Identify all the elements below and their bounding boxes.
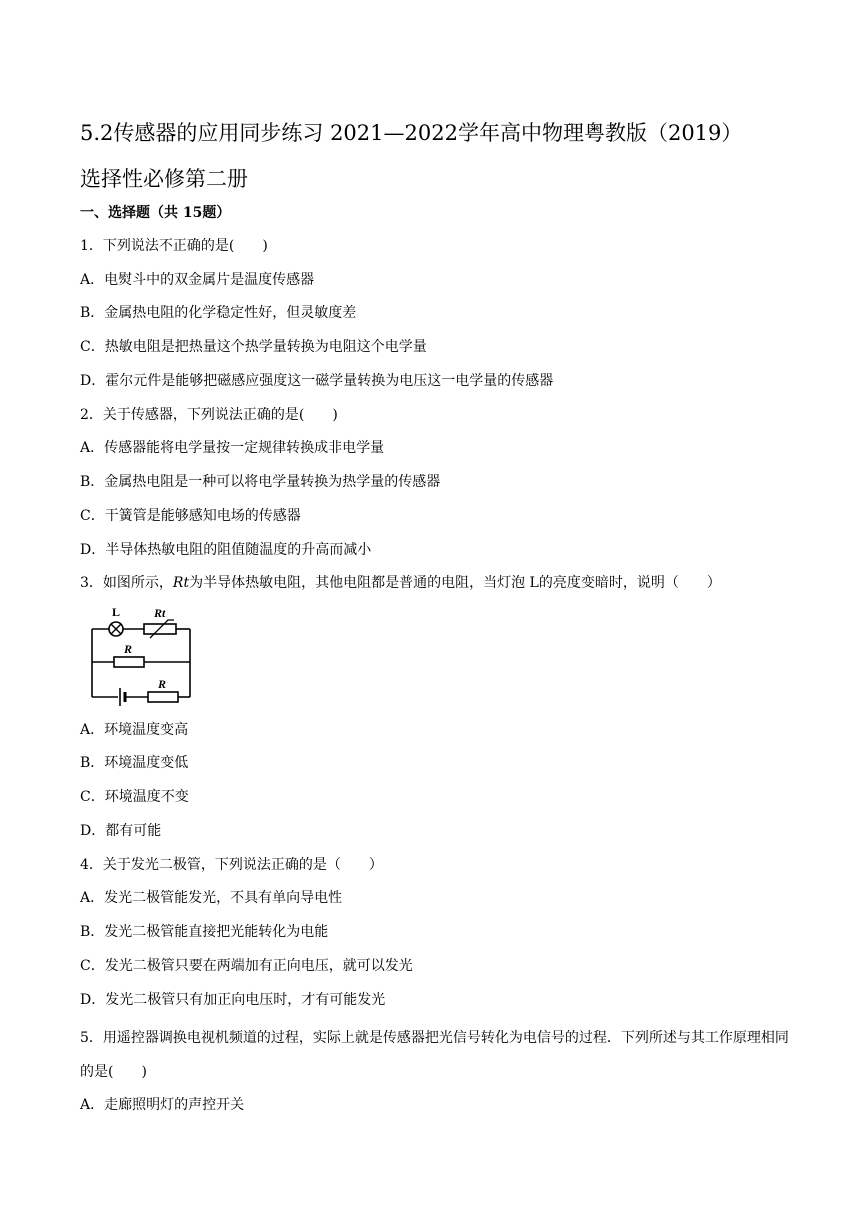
question-3-option-a: A．环境温度变高 <box>80 722 189 738</box>
battery-symbol <box>120 688 125 706</box>
question-1-stem: 1．下列说法不正确的是( ) <box>80 238 268 254</box>
resistor-label: R <box>124 642 133 656</box>
title-line-1: 5.2传感器的应用同步练习 2021—2022学年高中物理粤教版（2019） <box>80 121 743 145</box>
thermistor-label: Rt <box>154 606 166 620</box>
question-4-option-d: D．发光二极管只有加正向电压时，才有可能发光 <box>80 992 386 1008</box>
question-3-variable: Rt <box>172 575 190 591</box>
document-title <box>80 110 800 202</box>
resistor-symbol <box>148 692 178 702</box>
question-5-option-a: A．走廊照明灯的声控开关 <box>80 1097 245 1113</box>
question-3-stem <box>80 571 800 595</box>
question-1-option-b: B．金属热电阻的化学稳定性好，但灵敏度差 <box>80 305 357 321</box>
question-3-stem-pre: 3．如图所示， <box>80 575 173 591</box>
question-3-option-c: C．环境温度不变 <box>80 789 189 805</box>
question-4-option-c: C．发光二极管只要在两端加有正向电压，就可以发光 <box>80 958 413 974</box>
resistor-symbol <box>114 657 144 667</box>
question-2-option-b: B．金属热电阻是一种可以将电学量转换为热学量的传感器 <box>80 474 441 490</box>
circuit-diagram <box>86 602 204 706</box>
lamp-symbol <box>109 622 123 636</box>
thermistor-symbol <box>144 620 176 638</box>
resistor-label: R <box>158 677 167 691</box>
question-3-option-d: D．都有可能 <box>80 823 162 839</box>
title-line-2: 选择性必修第二册 <box>80 167 248 191</box>
question-1-option-d: D．霍尔元件是能够把磁感应强度这一磁学量转换为电压这一电学量的传感器 <box>80 373 554 389</box>
question-2-option-d: D．半导体热敏电阻的阻值随温度的升高而减小 <box>80 542 372 558</box>
question-1-option-a: A．电熨斗中的双金属片是温度传感器 <box>80 272 315 288</box>
question-4-option-a: A．发光二极管能发光，不具有单向导电性 <box>80 890 343 906</box>
question-2-stem: 2．关于传感器，下列说法正确的是( ) <box>80 407 338 423</box>
lamp-label: L <box>112 605 121 619</box>
question-5-stem: 5．用遥控器调换电视机频道的过程，实际上就是传感器把光信号转化为电信号的过程．下列所述与其工作原理相同的是( ) <box>80 1030 789 1080</box>
section-heading: 一、选择题（共 15题） <box>80 205 231 221</box>
question-3-stem-post: 为半导体热敏电阻，其他电阻都是普通的电阻，当灯泡 L的亮度变暗时，说明（ ） <box>189 575 721 591</box>
question-3-option-b: B．环境温度变低 <box>80 755 189 771</box>
question-2-option-c: C．干簧管是能够感知电场的传感器 <box>80 508 301 524</box>
question-1-option-c: C．热敏电阻是把热量这个热学量转换为电阻这个电学量 <box>80 339 427 355</box>
question-2-option-a: A．传感器能将电学量按一定规律转换成非电学量 <box>80 440 385 456</box>
question-4-stem: 4．关于发光二极管，下列说法正确的是（ ） <box>80 857 383 873</box>
question-4-option-b: B．发光二极管能直接把光能转化为电能 <box>80 924 329 940</box>
